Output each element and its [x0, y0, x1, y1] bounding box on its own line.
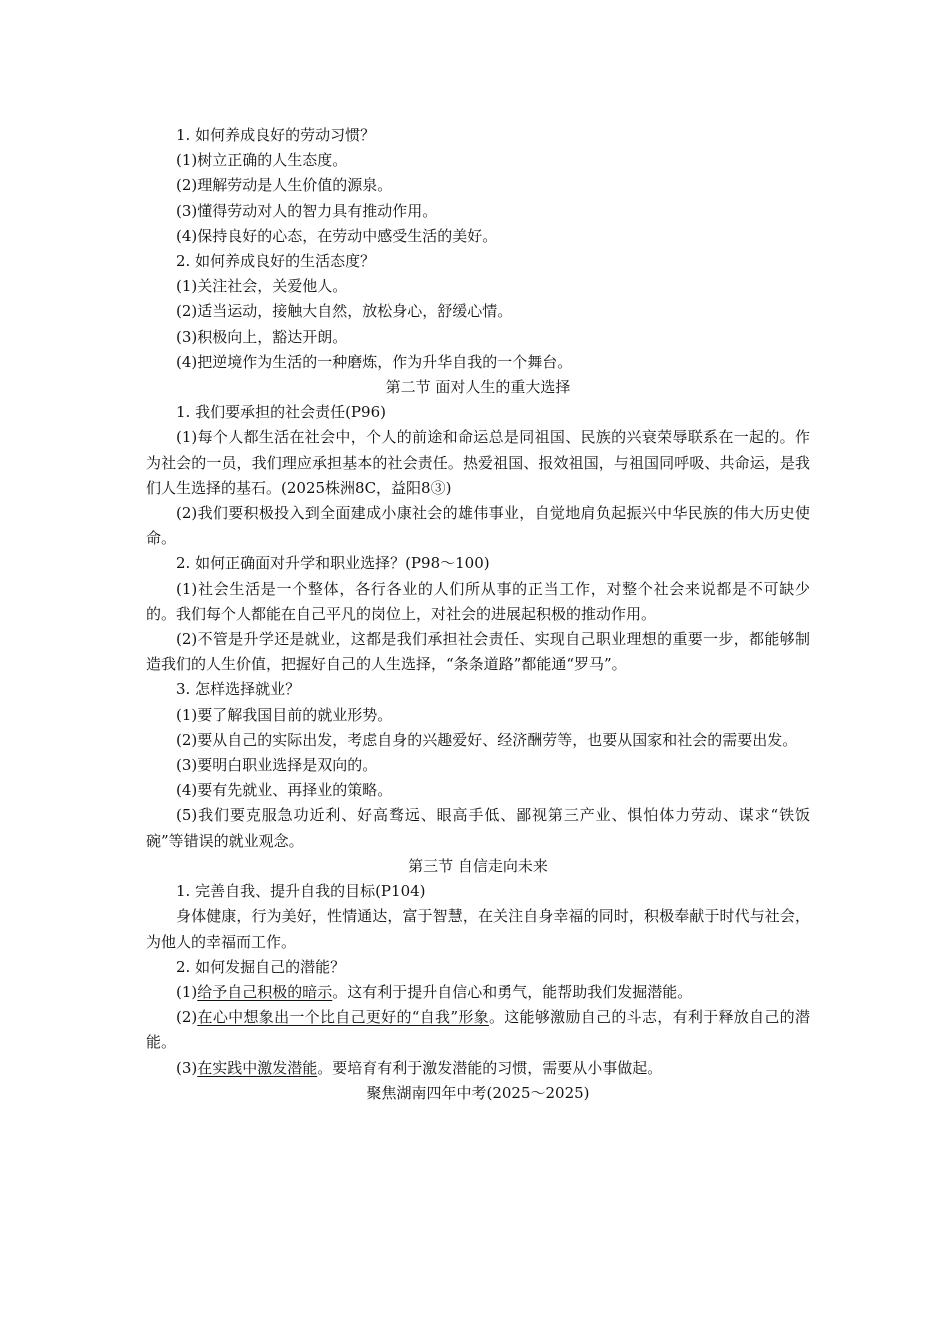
paragraph: (1)每个人都生活在社会中，个人的前途和命运总是同祖国、民族的兴衰荣辱联系在一起的。作为社会的一员，我们理应承担基本的社会责任。热爱祖国、报效祖国，与祖国同呼吸、共命运，是我们人生选择的基石。(2025株洲8C，益阳8③)	[146, 428, 810, 497]
paragraph	[146, 1056, 810, 1081]
list-item: (1)关注社会，关爱他人。	[176, 277, 348, 296]
list-item: (4)把逆境作为生活的一种磨炼，作为升华自我的一个舞台。	[176, 352, 573, 371]
paragraph: (4)要有先就业、再择业的策略。	[176, 781, 393, 800]
paragraph: 身体健康，行为美好，性情通达，富于智慧，在关注自身幸福的同时，积极奉献于时代与社会，为他人的幸福而工作。	[146, 907, 810, 951]
question-self-improvement: 1. 完善自我、提升自我的目标(P104)	[176, 882, 426, 901]
paragraph: (2)我们要积极投入到全面建成小康社会的雄伟事业，自觉地肩负起振兴中华民族的伟大历史使命。	[146, 504, 810, 548]
question-potential: 2. 如何发掘自己的潜能？	[176, 957, 346, 976]
item-number: (1)	[176, 982, 198, 1001]
paragraph: (5)我们要克服急功近利、好高骛远、眼高手低、鄙视第三产业、惧怕体力劳动、谋求“铁饭碗”等错误的就业观念。	[146, 806, 810, 850]
question-employment: 3. 怎样选择就业？	[176, 680, 301, 699]
item-text: 。要培育有利于激发潜能的习惯，需要从小事做起。	[317, 1058, 663, 1077]
underlined-key-point: 在心中想象出一个比自己更好的“自我”形象	[197, 1008, 489, 1027]
list-item: (3)懂得劳动对人的智力具有推动作用。	[176, 201, 438, 220]
question-career-choice: 2. 如何正确面对升学和职业选择？(P98～100)	[176, 554, 490, 573]
exam-focus-title: 聚焦湖南四年中考(2025～2025)	[366, 1083, 590, 1102]
underlined-key-point: 在实践中激发潜能	[197, 1058, 318, 1077]
item-text: 。这有利于提升自信心和勇气，能帮助我们发掘潜能。	[332, 982, 693, 1001]
paragraph	[146, 1005, 810, 1055]
list-item: (2)理解劳动是人生价值的源泉。	[176, 176, 393, 195]
item-text: 。这能够激励自己的斗志，有利于释放自己的潜能。	[146, 1008, 810, 1052]
question-labor-habits: 1. 如何养成良好的劳动习惯？	[176, 126, 376, 144]
paragraph: (2)要从自己的实际出发，考虑自身的兴趣爱好、经济酬劳等，也要从国家和社会的需要出发。	[176, 730, 798, 749]
question-life-attitude: 2. 如何养成良好的生活态度？	[176, 252, 376, 271]
underlined-key-point: 给予自己积极的暗示	[197, 982, 333, 1001]
paragraph: (1)社会生活是一个整体，各行各业的人们所从事的正当工作，对整个社会来说都是不可缺少的。我们每个人都能在自己平凡的岗位上，对社会的进展起积极的推动作用。	[146, 579, 810, 623]
paragraph: (1)要了解我国目前的就业形势。	[176, 705, 393, 724]
question-social-responsibility: 1. 我们要承担的社会责任(P96)	[176, 403, 386, 422]
paragraph: (2)不管是升学还是就业，这都是我们承担社会责任、实现自己职业理想的重要一步，都能够制造我们的人生价值，把握好自己的人生选择，“条条道路”都能通“罗马”。	[146, 630, 810, 674]
list-item: (3)积极向上，豁达开朗。	[176, 327, 348, 346]
section-2-title: 第二节 面对人生的重大选择	[385, 378, 571, 397]
list-item: (4)保持良好的心态，在劳动中感受生活的美好。	[176, 226, 498, 245]
section-3-title: 第三节 自信走向未来	[408, 856, 548, 875]
paragraph: (3)要明白职业选择是双向的。	[176, 756, 378, 775]
item-number: (3)	[176, 1058, 198, 1077]
paragraph	[146, 980, 810, 1005]
item-number: (2)	[176, 1008, 198, 1027]
list-item: (1)树立正确的人生态度。	[176, 151, 348, 170]
list-item: (2)适当运动，接触大自然，放松身心，舒缓心情。	[176, 302, 513, 321]
